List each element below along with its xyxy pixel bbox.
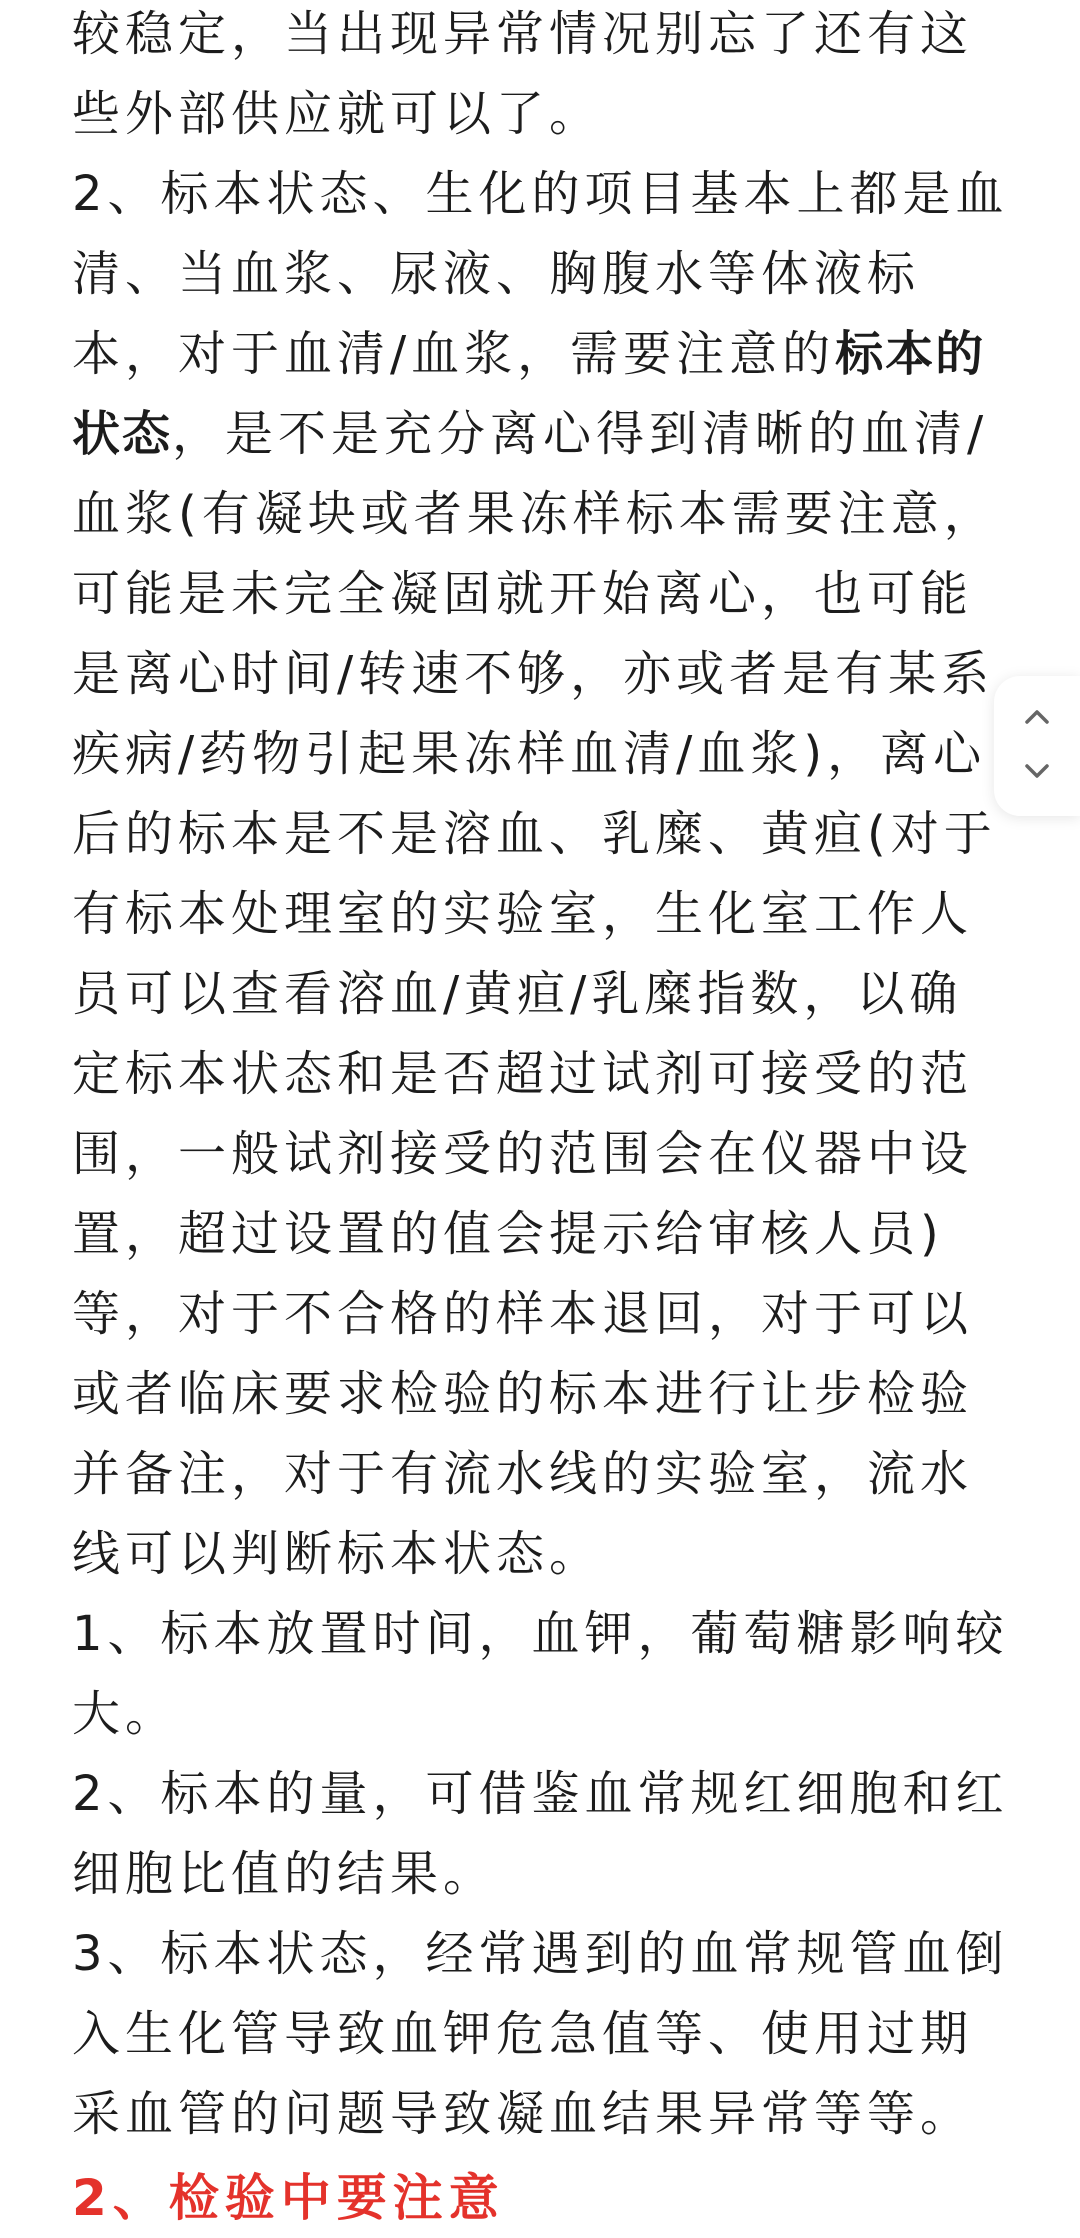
list-item-specimen-condition: 3、标本状态，经常遇到的血常规管血倒入生化管导致血钾危急值等、使用过期采血管的问题导致凝血结果异常等等。 xyxy=(72,1926,1009,2142)
chevron-up-icon xyxy=(1022,706,1052,728)
scroll-down-button[interactable] xyxy=(1014,748,1060,794)
article-body xyxy=(72,0,1012,2238)
scroll-up-button[interactable] xyxy=(1014,694,1060,740)
list-item-specimen-volume: 2、标本的量，可借鉴血常规红细胞和红细胞比值的结果。 xyxy=(72,1766,1009,1902)
list-item-storage-time: 1、标本放置时间，血钾，葡萄糖影响较大。 xyxy=(72,1606,1009,1742)
paragraph-specimen-state-text-a: 2、标本状态、生化的项目基本上都是血清、当血浆、尿液、胸腹水等体液标本，对于血清/血浆，需要注意的 xyxy=(72,166,1009,382)
paragraph-specimen-state-text-b: ，是不是充分离心得到清晰的血清/血浆(有凝块或者果冻样标本需要注意，可能是未完全凝固就开始离心，也可能是离心时间/转速不够，亦或者是有某系疾病/药物引起果冻样血清/血浆)，离心后的标本是不是溶血、乳糜、黄疸(对于有标本处理室的实验室，生化室工作人员可以查看溶血/黄疸/乳糜指数，以确定标本状态和是否超过试剂可接受的范围，一般试剂接受的范围会在仪器中设置，超过设置的值会提示给审核人员)等，对于不合格的样本退回，对于可以或者临床要求检验的标本进行让步检验并备注，对于有流水线的实验室，流水线可以判断标本状态。 xyxy=(72,406,997,1582)
section-heading: 2、检验中要注意 xyxy=(72,2169,505,2227)
scroll-widget xyxy=(994,676,1080,816)
specimen-state-emphasis: 标本的状态 xyxy=(72,326,986,462)
paragraph-specimen-state xyxy=(72,154,1012,1594)
paragraph-intro: 较稳定，当出现异常情况别忘了还有这些外部供应就可以了。 xyxy=(72,6,974,142)
chevron-down-icon xyxy=(1022,760,1052,782)
